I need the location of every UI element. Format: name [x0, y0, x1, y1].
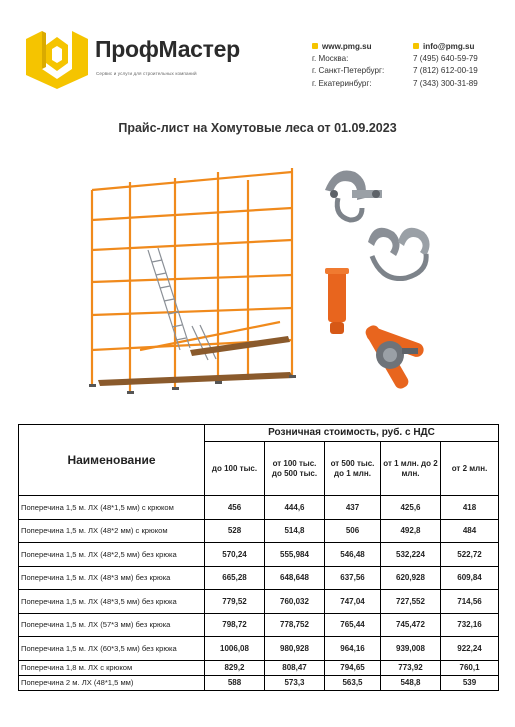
price-cell: 637,56	[325, 566, 381, 590]
row-name: Поперечина 2 м. ЛХ (48*1,5 мм)	[19, 675, 205, 690]
price-cell: 794,65	[325, 660, 381, 675]
site-link[interactable]: www.pmg.su	[322, 42, 372, 51]
product-illustration	[80, 150, 440, 418]
price-cell: 492,8	[381, 519, 441, 543]
price-cell: 732,16	[441, 613, 499, 637]
price-cell: 588	[205, 675, 265, 690]
price-cell: 727,552	[381, 590, 441, 614]
price-cell: 964,16	[325, 637, 381, 661]
table-row	[19, 496, 499, 520]
city-ekb: г. Екатеринбург:	[312, 78, 372, 88]
table-row	[19, 566, 499, 590]
row-name: Поперечина 1,8 м. ЛХ с крюком	[19, 660, 205, 675]
web-icon	[312, 43, 318, 49]
price-cell: 522,72	[441, 543, 499, 567]
price-cell: 939,008	[381, 637, 441, 661]
price-table	[18, 424, 499, 691]
email-link[interactable]: info@pmg.su	[423, 42, 475, 51]
price-cell: 980,928	[265, 637, 325, 661]
price-cell: 798,72	[205, 613, 265, 637]
price-cell: 1006,08	[205, 637, 265, 661]
row-name: Поперечина 1,5 м. ЛХ (48*3,5 мм) без крюка	[19, 590, 205, 614]
price-cell: 506	[325, 519, 381, 543]
price-cell: 778,752	[265, 613, 325, 637]
phone-ekb[interactable]: 7 (343) 300-31-89	[413, 78, 478, 88]
spigot-connector-image	[325, 268, 349, 334]
profmaster-logo-icon	[26, 27, 88, 89]
price-cell: 484	[441, 519, 499, 543]
table-row	[19, 613, 499, 637]
price-group-header: Розничная стоимость, руб. с НДС	[205, 425, 499, 442]
contacts-right	[413, 41, 478, 90]
price-cell: 760,032	[265, 590, 325, 614]
price-cell: 546,48	[325, 543, 381, 567]
scaffold-frame-image	[92, 168, 292, 392]
price-cell: 514,8	[265, 519, 325, 543]
brand-tagline: Сервис и услуги для строительных компаний	[96, 71, 197, 76]
price-cell: 573,3	[265, 675, 325, 690]
price-cell: 747,04	[325, 590, 381, 614]
price-cell: 563,5	[325, 675, 381, 690]
brand-name: ПрофМастер	[95, 36, 240, 62]
price-cell: 539	[441, 675, 499, 690]
page-header	[0, 0, 515, 100]
swivel-clamp-image	[325, 170, 382, 220]
phone-moscow[interactable]: 7 (495) 640-59-79	[413, 54, 478, 64]
price-cell: 555,984	[265, 543, 325, 567]
row-name: Поперечина 1,5 м. ЛХ (48*3 мм) без крюка	[19, 566, 205, 590]
clamp-joint-image	[363, 323, 425, 391]
mail-icon	[413, 43, 419, 49]
price-cell: 648,648	[265, 566, 325, 590]
price-cell: 437	[325, 496, 381, 520]
price-cell: 773,92	[381, 660, 441, 675]
price-cell: 745,472	[381, 613, 441, 637]
table-row	[19, 590, 499, 614]
price-cell: 779,52	[205, 590, 265, 614]
price-cell: 425,6	[381, 496, 441, 520]
price-cell: 418	[441, 496, 499, 520]
row-name: Поперечина 1,5 м. ЛХ (48*2 мм) с крюком	[19, 519, 205, 543]
name-column-header: Наименование	[19, 425, 205, 496]
column-header: от 100 тыс. до 500 тыс.	[265, 442, 325, 496]
table-row	[19, 675, 499, 690]
column-header: до 100 тыс.	[205, 442, 265, 496]
price-cell: 665,28	[205, 566, 265, 590]
price-cell: 714,56	[441, 590, 499, 614]
contacts-left	[312, 41, 384, 90]
row-name: Поперечина 1,5 м. ЛХ (60*3,5 мм) без крюка	[19, 637, 205, 661]
price-cell: 922,24	[441, 637, 499, 661]
price-cell: 609,84	[441, 566, 499, 590]
row-name: Поперечина 1,5 м. ЛХ (48*1,5 мм) с крюком	[19, 496, 205, 520]
price-cell: 444,6	[265, 496, 325, 520]
fixed-clamp-image	[368, 228, 430, 279]
price-cell: 620,928	[381, 566, 441, 590]
table-row	[19, 637, 499, 661]
column-header: от 2 млн.	[441, 442, 499, 496]
table-row	[19, 660, 499, 675]
price-cell: 548,8	[381, 675, 441, 690]
price-cell: 456	[205, 496, 265, 520]
city-moscow: г. Москва:	[312, 54, 349, 64]
price-cell: 829,2	[205, 660, 265, 675]
price-cell: 532,224	[381, 543, 441, 567]
page-title: Прайс-лист на Хомутовые леса от 01.09.2023	[118, 121, 397, 135]
city-spb: г. Санкт-Петербург:	[312, 66, 385, 76]
price-cell: 765,44	[325, 613, 381, 637]
row-name: Поперечина 1,5 м. ЛХ (57*3 мм) без крюка	[19, 613, 205, 637]
price-cell: 808,47	[265, 660, 325, 675]
column-header: от 1 млн. до 2 млн.	[381, 442, 441, 496]
column-header: от 500 тыс. до 1 млн.	[325, 442, 381, 496]
table-row	[19, 519, 499, 543]
ladder-image	[148, 248, 216, 360]
price-cell: 570,24	[205, 543, 265, 567]
phone-spb[interactable]: 7 (812) 612-00-19	[413, 66, 478, 76]
price-cell: 528	[205, 519, 265, 543]
price-cell: 760,1	[441, 660, 499, 675]
scaffold-decks	[98, 336, 294, 386]
table-row	[19, 543, 499, 567]
row-name: Поперечина 1,5 м. ЛХ (48*2,5 мм) без крюка	[19, 543, 205, 567]
